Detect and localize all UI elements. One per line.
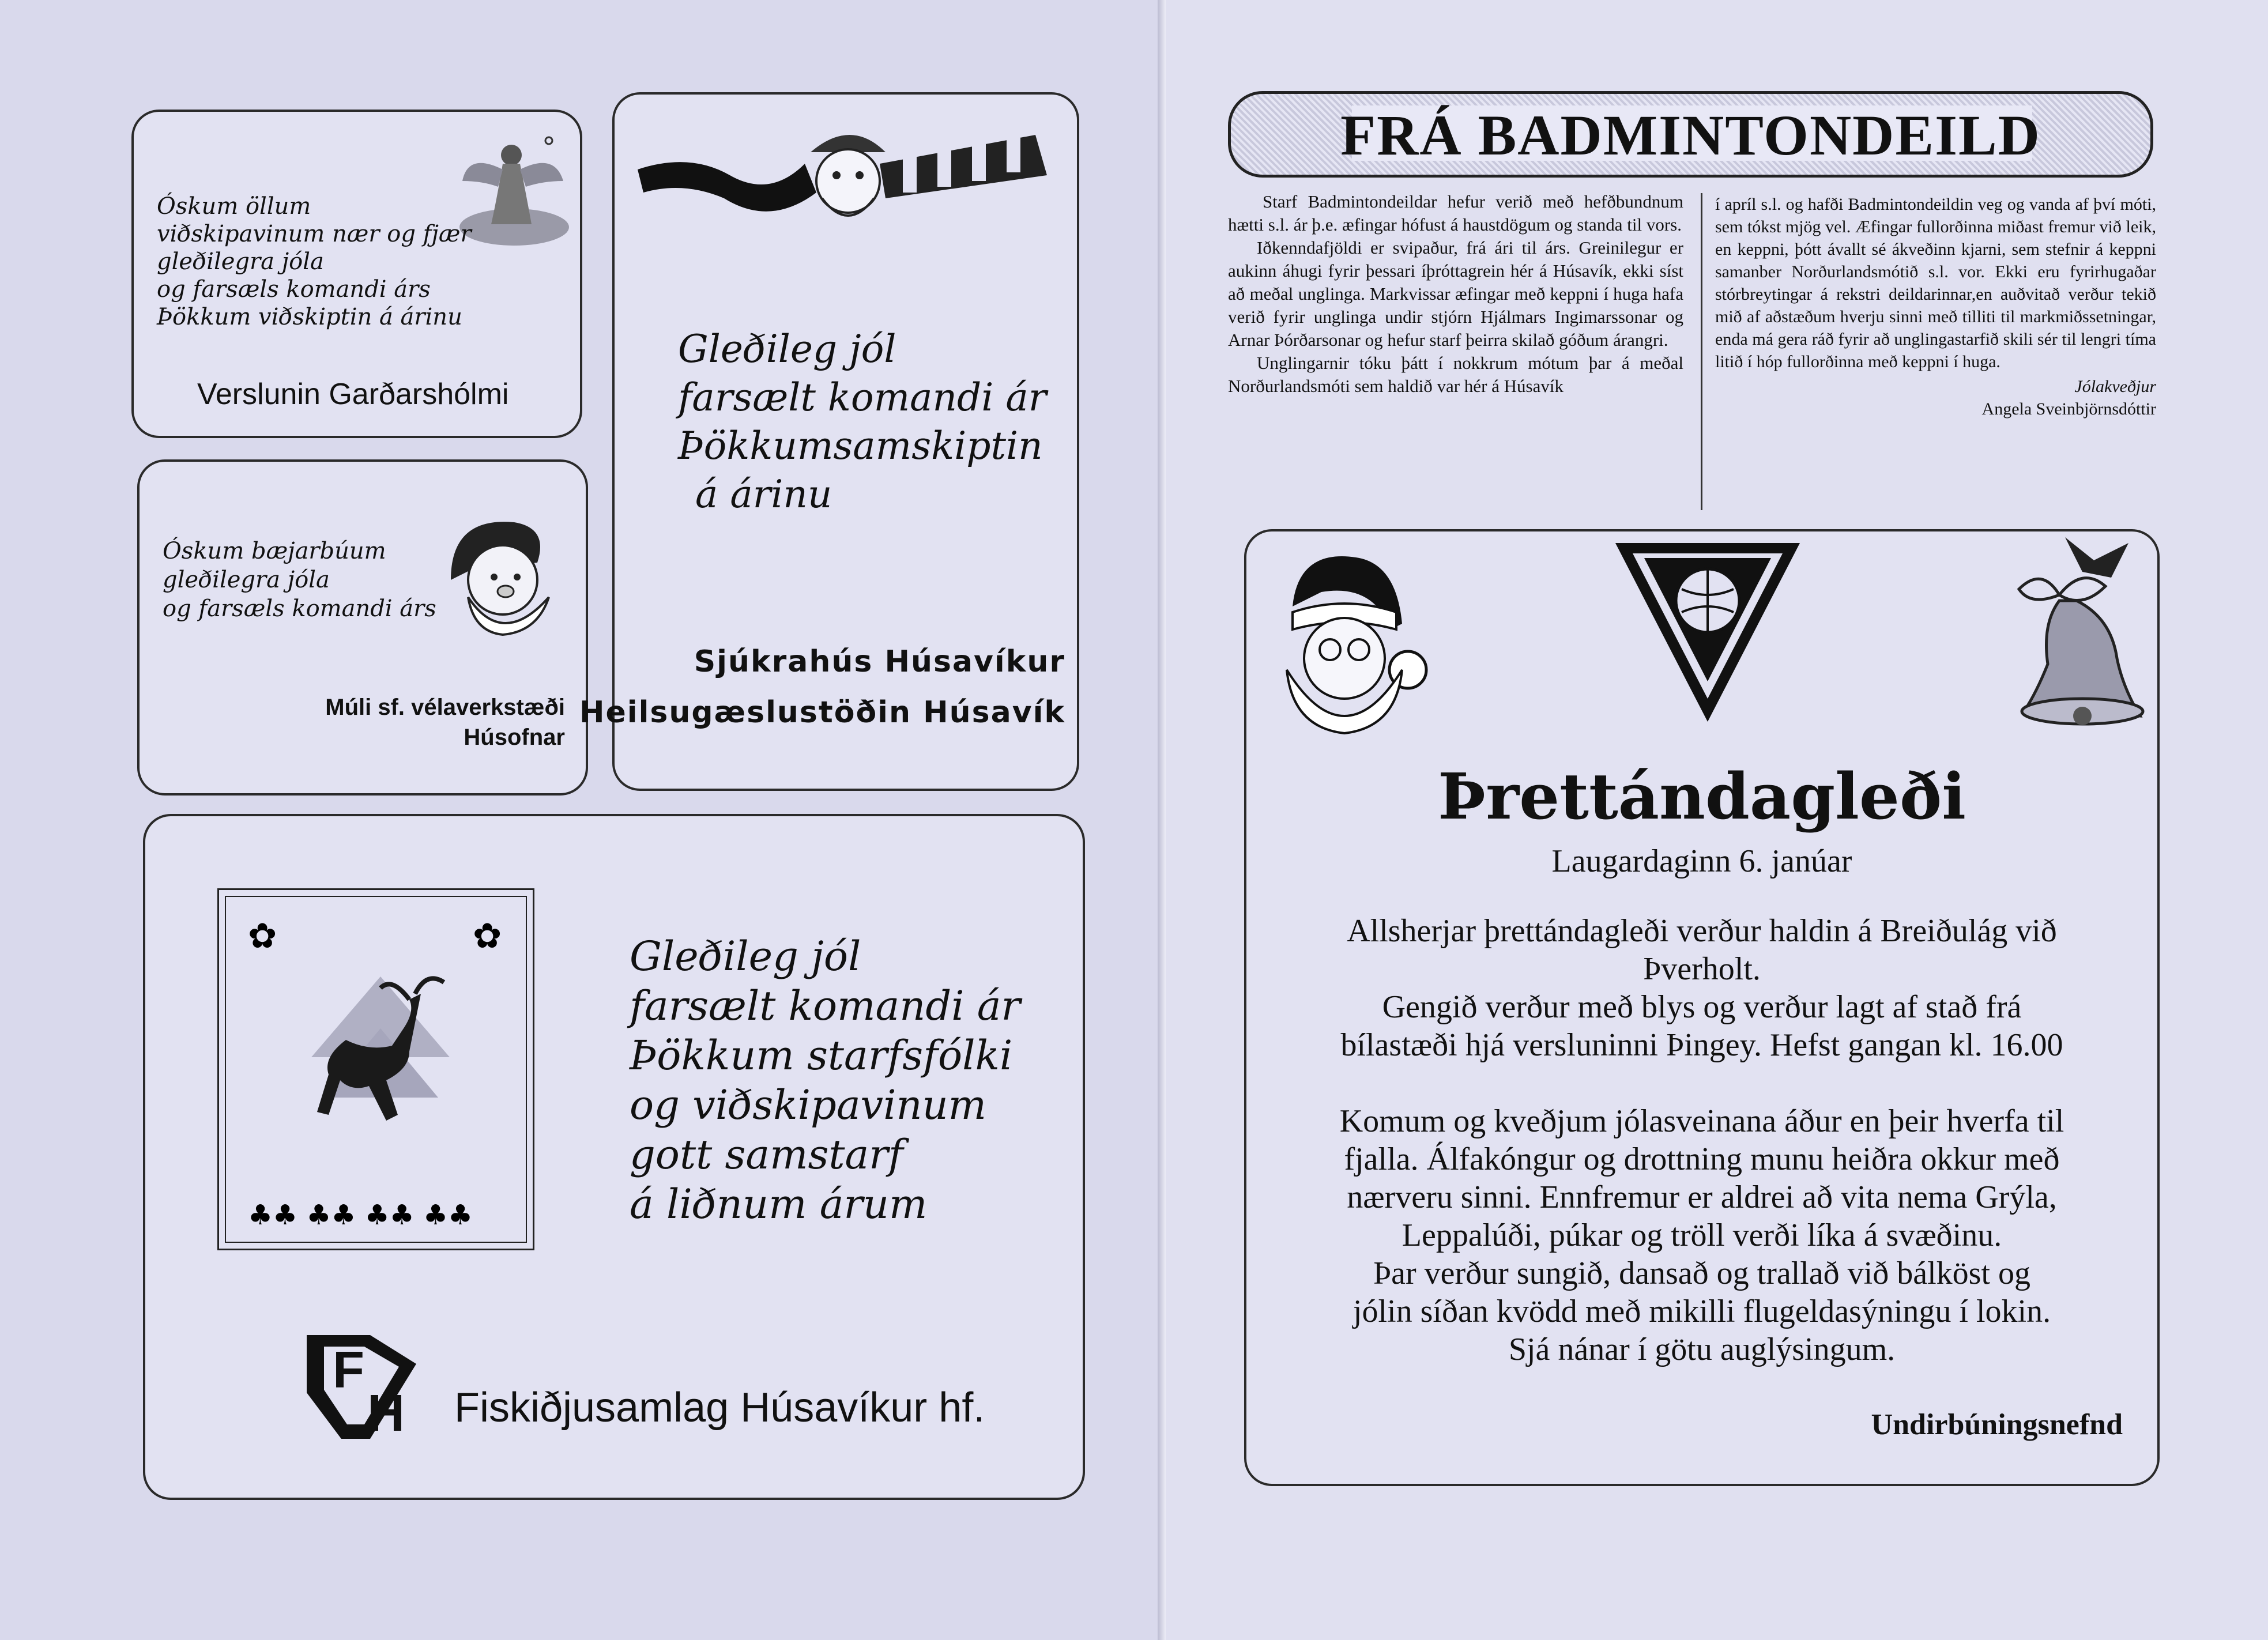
notice-line: Leppalúði, púkar og tröll verði líka á svæðinu. — [1402, 1217, 2002, 1253]
notice-line: Þar verður sungið, dansað og trallað við bálköst og — [1373, 1256, 2030, 1291]
fh-logo-letter: H — [367, 1385, 405, 1442]
santa-icon — [1258, 543, 1431, 745]
notice-body — [1264, 912, 2140, 1368]
article-col2 — [1715, 193, 2156, 420]
santa-scarf-icon — [632, 112, 1070, 244]
page-gutter — [1158, 0, 1166, 1640]
ad-sjukrahus — [579, 92, 1079, 791]
ad2-line: og farsæls komandi árs — [163, 595, 436, 622]
ad1-line: Þökkum viðskiptin á árinu — [157, 304, 462, 330]
ad-gardarsholmi — [131, 110, 582, 438]
ad2-company-line1: Múli sf. vélaverkstæði — [325, 695, 565, 720]
notice-line: Gengið verður með blys og verður lagt af stað frá — [1382, 989, 2022, 1025]
article-signoff: Jólakveðjur — [2074, 377, 2156, 396]
notice-line — [1264, 1064, 2140, 1102]
svg-text:✿: ✿ — [248, 916, 277, 956]
ad4-line: gott samstarf — [630, 1131, 903, 1178]
ad4-company: Fiskiðjusamlag Húsavíkur hf. — [454, 1385, 985, 1431]
ad4-line: Þökkum starfsfólki — [630, 1032, 1013, 1079]
ad4-line: Gleðileg jól — [630, 933, 861, 980]
ad3-line: Þökkumsamskiptin — [678, 424, 1043, 468]
notice-line: Sjá nánar í götu auglýsingum. — [1508, 1332, 1896, 1367]
notice-committee: Undirbúningsnefnd — [1871, 1408, 2123, 1441]
ad3-company-line1: Sjúkrahús Húsavíkur — [694, 644, 1065, 679]
ad4-line: og viðskipavinum — [630, 1081, 987, 1129]
ad3-line: Gleðileg jól — [678, 327, 896, 371]
ad2-company-line2: Húsofnar — [464, 725, 565, 750]
reindeer-icon — [242, 907, 513, 1236]
article-author: Angela Sveinbjörnsdóttir — [1981, 399, 2156, 419]
ad3-line: farsælt komandi ár — [678, 375, 1047, 420]
ad4-line: farsælt komandi ár — [630, 982, 1020, 1030]
notice-date: Laugardaginn 6. janúar — [1551, 843, 1852, 879]
notice-line: Allsherjar þrettándagleði verður haldin á Breiðulág við — [1347, 913, 2057, 949]
notice-title: Þrettándagleði — [1437, 759, 1966, 834]
article-paragraph: Iðkenndafjöldi er svipaður, frá ári til árs. Greinilegur er aukinn áhugi fyrir þessari íþróttagrein hér á Húsavík, ekki síst að meðal unglinga. Markvissar æfingar með keppni í huga hafa verið fyrir unglinga undir stjórn Hjálmars Ingimarssonar og Arnar Þórðarsonar og hefur starf þeirra skilað góðum árangri. — [1228, 237, 1683, 350]
ad1-line: viðskipavinum nær og fjær — [157, 221, 472, 247]
fh-logo-letter: F — [333, 1341, 364, 1399]
svg-text:✿: ✿ — [473, 916, 502, 956]
badminton-header — [1228, 91, 2153, 178]
notice-line: fjalla. Álfakóngur og drottning munu heiðra okkur með — [1344, 1141, 2060, 1177]
notice-line: Komum og kveðjum jólasveinana áður en þeir hverfa til — [1339, 1103, 2064, 1139]
ad2-line: gleðilegra jóla — [163, 567, 330, 593]
column-divider — [1701, 193, 1702, 510]
santa-icon — [439, 511, 572, 643]
club-logo-icon — [1610, 537, 1806, 727]
article-paragraph: í apríl s.l. og hafði Badmintondeildin veg og vanda af því móti, sem tókst mjög vel. Æfingar fullorðinna miðast fremur við leik, en keppni, þótt ávallt sé ákveðinn kjarni, sem stefnir á keppni samanber Norðurlandsmótið s.l. vor. Ekki eru fyrirhugaðar stórbreytingar á rekstri deildarinnar,en auðvitað verður tekið mið af aðstæðum hverju sinni með tilliti til markmiðssetningar, enda má gera ráð fyrir að unglingastarfið skili sér til lengri tíma litið í hóp fullorðinna með keppni í huga. — [1715, 195, 2156, 371]
notice-line: Þverholt. — [1643, 951, 1761, 987]
threttandagledi-notice — [1244, 529, 2160, 1486]
ad1-line: og farsæls komandi árs — [157, 276, 431, 303]
ad3-line: á árinu — [695, 472, 832, 516]
notice-line: bílastæði hjá versluninni Þingey. Hefst gangan kl. 16.00 — [1340, 1027, 2063, 1063]
ad-muli — [137, 459, 588, 796]
svg-text:♣♣ ♣♣ ♣♣ ♣♣: ♣♣ ♣♣ ♣♣ ♣♣ — [248, 1199, 473, 1231]
fh-logo — [301, 1324, 434, 1450]
ad1-company: Verslunin Garðarshólmi — [197, 378, 509, 411]
page-title: FRÁ BADMINTONDEILD — [1340, 103, 2041, 167]
notice-line: nærveru sinni. Ennfremur er aldrei að vita nema Grýla, — [1347, 1179, 2057, 1215]
notice-line: jólin síðan kvödd með mikilli flugeldasýningu í lokin. — [1352, 1294, 2051, 1329]
angel-icon — [457, 129, 572, 250]
ad1-line: gleðilegra jóla — [157, 248, 324, 275]
article-paragraph: Unglingarnir tóku þátt í nokkrum mótum þar á meðal Norðurlandsmóti sem haldið var hér á Húsavík — [1228, 353, 1683, 396]
ad4-line: á liðnum árum — [630, 1181, 928, 1228]
ad-fiskidjusamlag — [143, 814, 1085, 1500]
reindeer-card — [217, 888, 534, 1250]
ad3-company-line2: Heilsugæslustöðin Húsavík — [579, 695, 1065, 730]
ad1-line: Óskum öllum — [157, 193, 311, 220]
ad2-line: Óskum bæjarbúum — [163, 538, 386, 564]
article-paragraph: Starf Badmintondeildar hefur verið með hefðbundnum hætti s.l. ár þ.e. æfingar hófust á haustdögum og standa til vors. — [1228, 191, 1683, 235]
article-col1 — [1228, 190, 1683, 398]
bell-icon — [1996, 531, 2157, 739]
